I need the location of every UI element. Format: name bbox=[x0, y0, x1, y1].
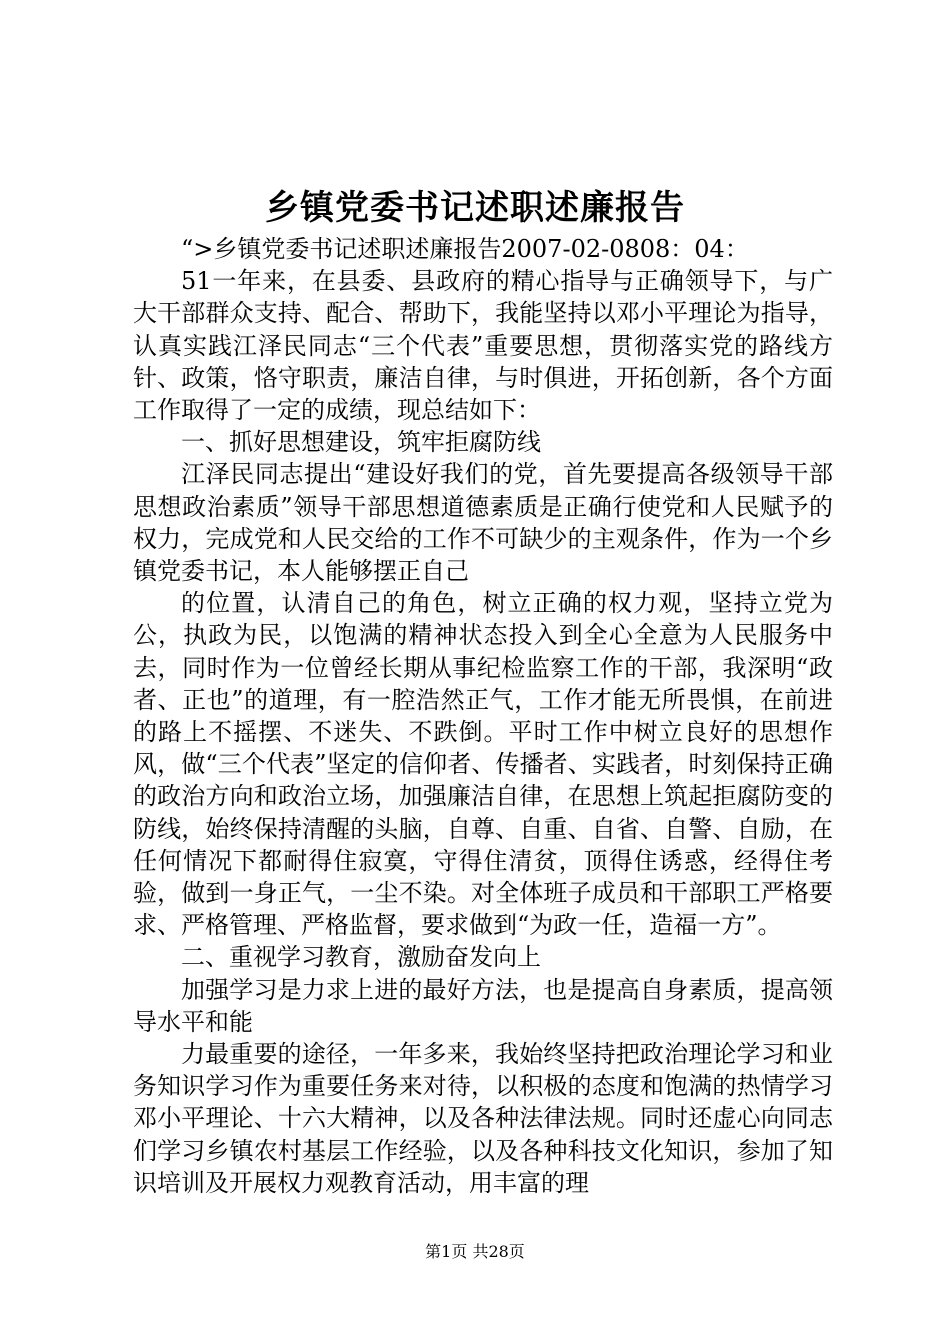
document-body bbox=[133, 233, 833, 1199]
section-heading-2: 二、重视学习教育，激励奋发向上 bbox=[181, 943, 541, 972]
paragraph-intro: 51一年来，在县委、县政府的精心指导与正确领导下，与广大干部群众支持、配合、帮助下，我能坚持以邓小平理论为指导，认真实践江泽民同志“三个代表”重要思想，贯彻落实党的路线方针、政策，恪守职责，廉洁自律，与时俱进，开拓创新，各个方面工作取得了一定的成绩，现总结如下： bbox=[133, 267, 833, 425]
paragraph-section-2a: 加强学习是力求上进的最好方法，也是提高自身素质，提高领导水平和能 bbox=[133, 975, 833, 1036]
document-title: 乡镇党委书记述职述廉报告 bbox=[265, 188, 685, 228]
section-heading-1: 一、抓好思想建设，筑牢拒腐防线 bbox=[181, 428, 541, 457]
page-footer: 第1页 共28页 bbox=[425, 1242, 525, 1261]
paragraph-header-line: “>乡镇党委书记述职述廉报告2007-02-0808：04： bbox=[181, 235, 749, 263]
paragraph-section-2b: 力最重要的途径，一年多来，我始终坚持把政治理论学习和业务知识学习作为重要任务来对待，以积极的态度和饱满的热情学习邓小平理论、十六大精神，以及各种法律法规。同时还虚心向同志们学习乡镇农村基层工作经验，以及各种科技文化知识，参加了知识培训及开展权力观教育活动，用丰富的理 bbox=[133, 1040, 833, 1197]
paragraph-section-1b: 的位置，认清自己的角色，树立正确的权力观，坚持立党为公，执政为民，以饱满的精神状态投入到全心全意为人民服务中去，同时作为一位曾经长期从事纪检监察工作的干部，我深明“政者、正也”的道理，有一腔浩然正气，工作才能无所畏惧，在前进的路上不摇摆、不迷失、不跌倒。平时工作中树立良好的思想作风，做“三个代表”坚定的信仰者、传播者、实践者，时刻保持正确的政治方向和政治立场，加强廉洁自律，在思想上筑起拒腐防变的防线，始终保持清醒的头脑，自尊、自重、自省、自警、自励，在任何情况下都耐得住寂寞，守得住清贫，顶得住诱惑，经得住考验，做到一身正气，一尘不染。对全体班子成员和干部职工严格要求、严格管理、严格监督，要求做到“为政一任，造福一方”。 bbox=[133, 589, 833, 940]
paragraph-section-1a: 江泽民同志提出“建设好我们的党，首先要提高各级领导干部思想政治素质”领导干部思想道德素质是正确行使党和人民赋予的权力，完成党和人民交给的工作不可缺少的主观条件，作为一个乡镇党委书记，本人能够摆正自己 bbox=[133, 460, 833, 586]
